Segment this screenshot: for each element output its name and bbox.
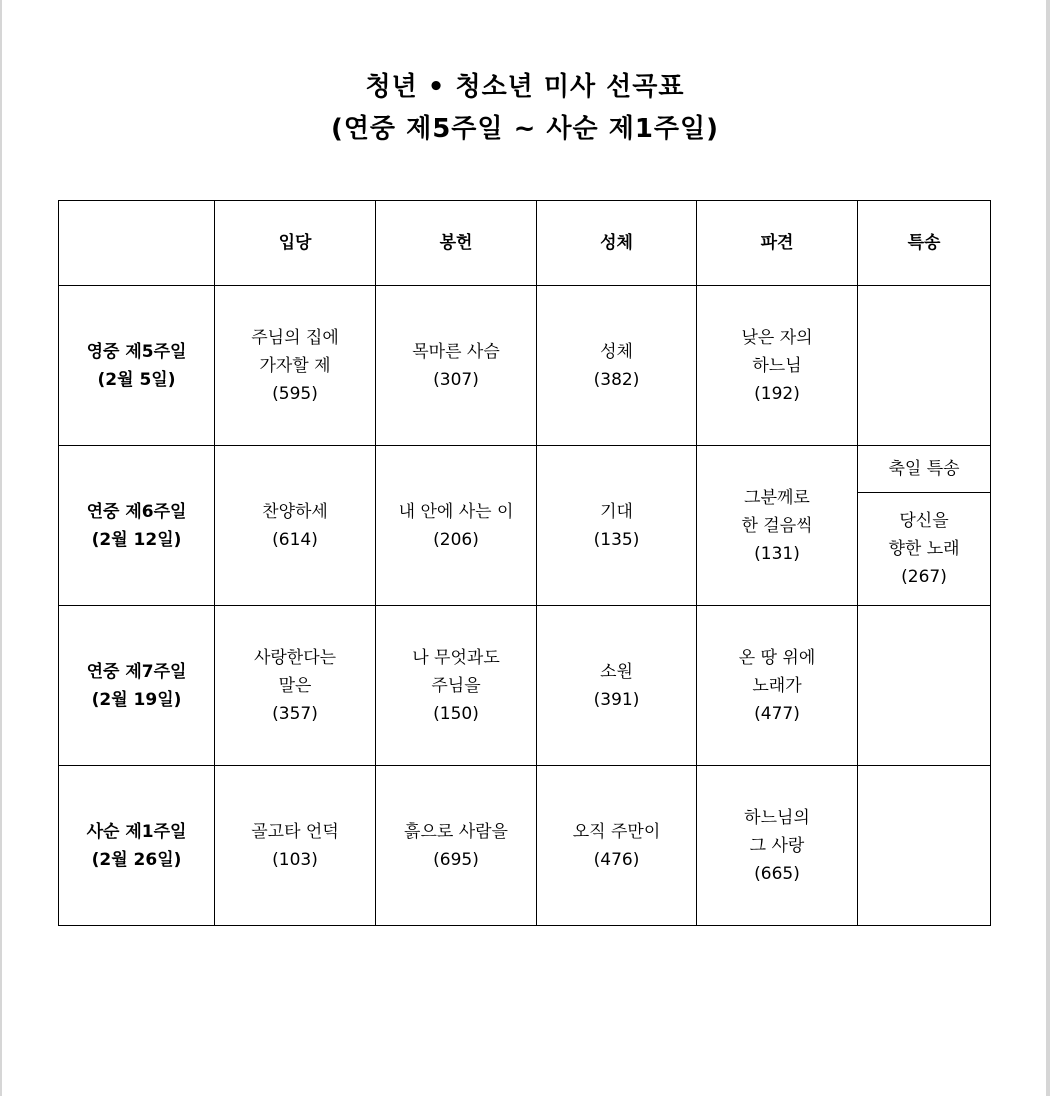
special-song-empty bbox=[858, 766, 991, 926]
header-offertory: 봉헌 bbox=[376, 201, 537, 286]
offertory-song: 나 무엇과도 주님을 (150) bbox=[376, 606, 537, 766]
entrance-song: 사랑한다는 말은 (357) bbox=[215, 606, 376, 766]
document-title: 청년 • 청소년 미사 선곡표 bbox=[365, 72, 685, 102]
communion-song: 기대 (135) bbox=[537, 446, 697, 606]
row-label: 연중 제6주일 (2월 12일) bbox=[59, 446, 215, 606]
table-row bbox=[59, 286, 991, 446]
header-entrance: 입당 bbox=[215, 201, 376, 286]
header-special: 특송 bbox=[858, 201, 991, 286]
document-subtitle: (연중 제5주일 ~ 사순 제1주일) bbox=[330, 114, 720, 144]
page-edge-right bbox=[1046, 0, 1050, 1096]
row-label: 영중 제5주일 (2월 5일) bbox=[59, 286, 215, 446]
communion-song: 오직 주만이 (476) bbox=[537, 766, 697, 926]
special-song-label: 축일 특송 bbox=[858, 446, 991, 493]
offertory-song: 흙으로 사람을 (695) bbox=[376, 766, 537, 926]
special-song: 당신을 향한 노래 (267) bbox=[858, 493, 991, 606]
dismissal-song: 하느님의 그 사랑 (665) bbox=[697, 766, 858, 926]
dismissal-song: 온 땅 위에 노래가 (477) bbox=[697, 606, 858, 766]
page-edge-left bbox=[0, 0, 2, 1096]
special-song-empty bbox=[858, 286, 991, 446]
communion-song: 소원 (391) bbox=[537, 606, 697, 766]
row-label: 연중 제7주일 (2월 19일) bbox=[59, 606, 215, 766]
header-dismissal: 파견 bbox=[697, 201, 858, 286]
communion-song: 성체 (382) bbox=[537, 286, 697, 446]
header-corner bbox=[59, 201, 215, 286]
song-schedule-table bbox=[58, 200, 991, 926]
header-communion: 성체 bbox=[537, 201, 697, 286]
dismissal-song: 그분께로 한 걸음씩 (131) bbox=[697, 446, 858, 606]
entrance-song: 찬양하세 (614) bbox=[215, 446, 376, 606]
table-row bbox=[59, 766, 991, 926]
entrance-song: 주님의 집에 가자할 제 (595) bbox=[215, 286, 376, 446]
table-row bbox=[59, 446, 991, 493]
dismissal-song: 낮은 자의 하느님 (192) bbox=[697, 286, 858, 446]
header-row bbox=[59, 201, 991, 286]
entrance-song: 골고타 언덕 (103) bbox=[215, 766, 376, 926]
offertory-song: 내 안에 사는 이 (206) bbox=[376, 446, 537, 606]
special-song-empty bbox=[858, 606, 991, 766]
row-label: 사순 제1주일 (2월 26일) bbox=[59, 766, 215, 926]
table-row bbox=[59, 606, 991, 766]
offertory-song: 목마른 사슴 (307) bbox=[376, 286, 537, 446]
